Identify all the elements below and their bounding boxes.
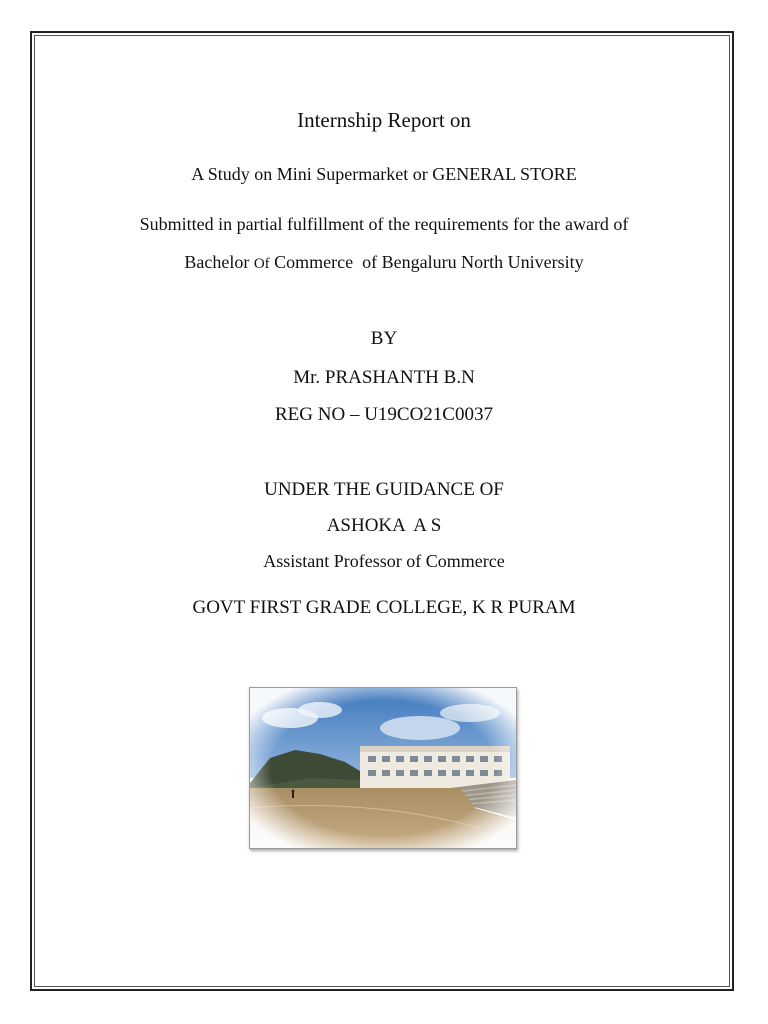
registration-number: REG NO – U19CO21C0037 (275, 404, 493, 425)
guide-name: ASHOKA A S (326, 515, 442, 536)
college-campus-image (250, 688, 516, 848)
guidance-label: UNDER THE GUIDANCE OF (264, 479, 504, 500)
degree-name-part2: Commerce of Bengaluru North University (274, 252, 584, 272)
student-name: Mr. PRASHANTH B.N (293, 367, 475, 388)
report-subtitle: A Study on Mini Supermarket or GENERAL STORE (191, 164, 577, 184)
degree-name-of: Of (253, 256, 270, 272)
guide-designation: Assistant Professor of Commerce (263, 551, 505, 571)
by-label: BY (370, 328, 398, 349)
submission-statement-line2 (0, 252, 768, 273)
report-title: Internship Report on (297, 108, 471, 132)
college-name: GOVT FIRST GRADE COLLEGE, K R PURAM (192, 597, 576, 618)
submission-statement-line1: Submitted in partial fulfillment of the requirements for the award of (139, 214, 629, 234)
college-photo (249, 687, 517, 849)
degree-name-part1: Bachelor (184, 252, 250, 272)
